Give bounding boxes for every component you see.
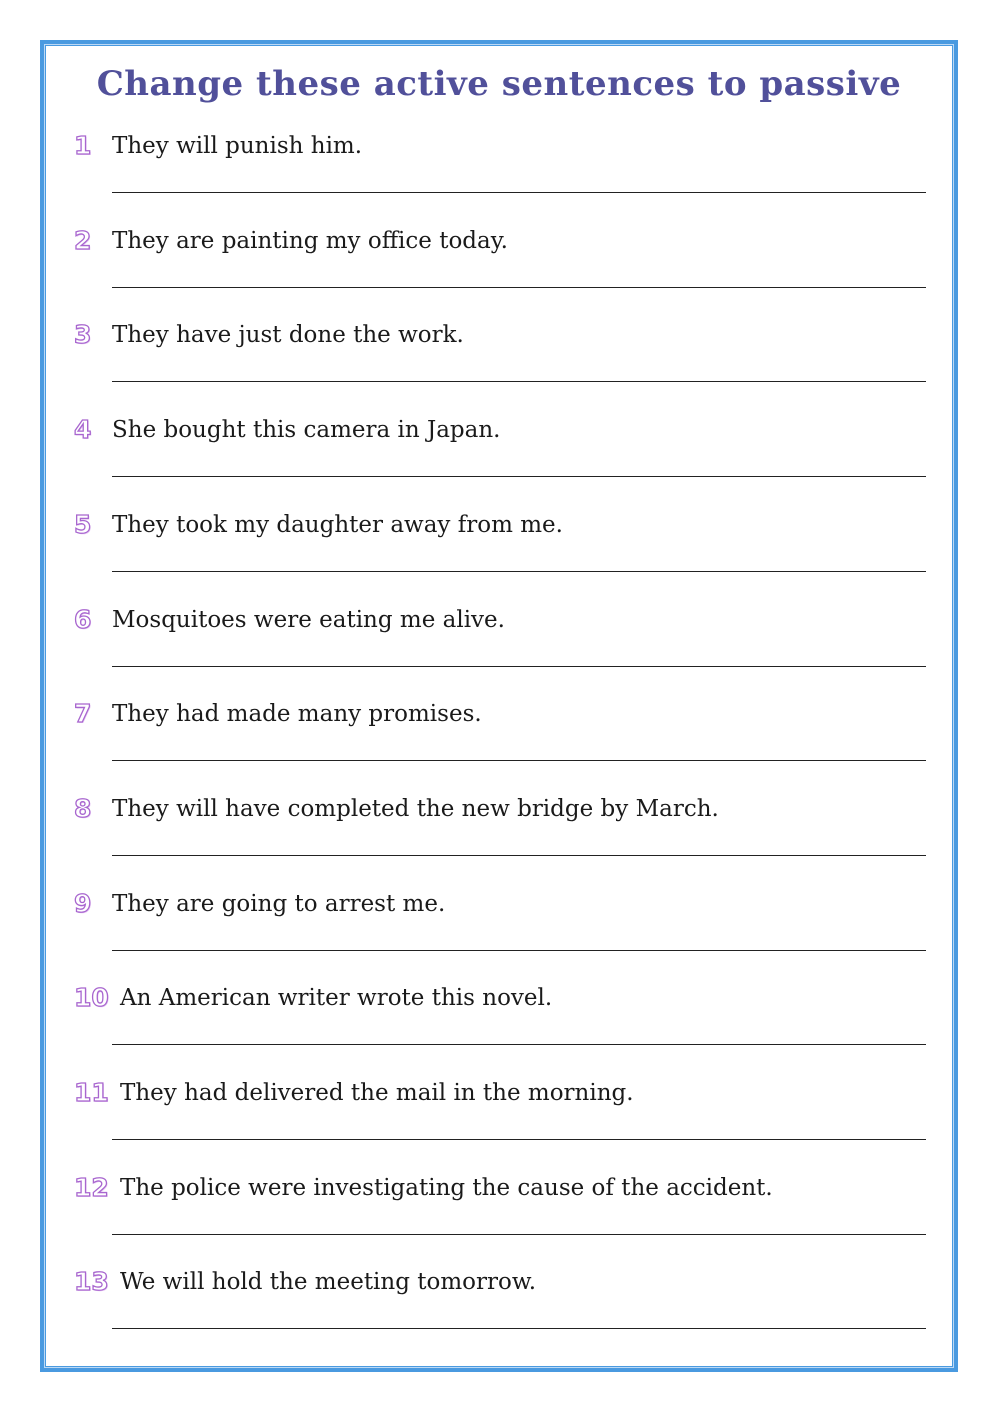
exercise-item (74, 1172, 926, 1266)
exercise-item (74, 1077, 926, 1171)
exercise-item (74, 130, 926, 224)
active-sentence: An American writer wrote this novel. (120, 985, 553, 1012)
exercise-list (46, 46, 952, 1366)
item-number: 13 (74, 1267, 109, 1297)
active-sentence: They are going to arrest me. (112, 890, 446, 917)
active-sentence: They will punish him. (112, 133, 363, 159)
exercise-item (74, 414, 926, 508)
exercise-item (74, 698, 926, 792)
item-number: 11 (74, 1078, 109, 1107)
answer-line[interactable] (112, 381, 926, 382)
answer-line[interactable] (112, 760, 926, 761)
page-title: Change these active sentences to passive (96, 64, 902, 104)
answer-line[interactable] (112, 1234, 926, 1235)
item-number: 12 (74, 1172, 109, 1202)
item-number: 9 (74, 888, 92, 918)
item-number: 3 (74, 320, 92, 350)
answer-line[interactable] (112, 476, 926, 477)
exercise-item (74, 1266, 926, 1360)
answer-line[interactable] (112, 950, 926, 951)
active-sentence: They will have completed the new bridge by March. (112, 795, 719, 822)
exercise-item (74, 225, 926, 319)
answer-line[interactable] (112, 666, 926, 667)
item-number: 1 (74, 131, 92, 160)
exercise-item (74, 793, 926, 887)
exercise-item (74, 888, 926, 982)
item-number: 7 (74, 699, 92, 729)
answer-line[interactable] (112, 571, 926, 572)
active-sentence: We will hold the meeting tomorrow. (120, 1269, 537, 1296)
active-sentence: The police were investigating the cause of the accident. (120, 1174, 773, 1201)
item-number: 6 (74, 604, 92, 634)
exercise-item (74, 509, 926, 603)
answer-line[interactable] (112, 1044, 926, 1045)
item-number: 2 (74, 225, 92, 255)
active-sentence: Mosquitoes were eating me alive. (112, 606, 505, 633)
active-sentence: They had made many promises. (112, 701, 482, 728)
active-sentence: They have just done the work. (112, 322, 464, 349)
item-number: 10 (74, 983, 109, 1013)
answer-line[interactable] (112, 287, 926, 288)
item-number: 8 (74, 793, 92, 823)
exercise-item (74, 604, 926, 698)
answer-line[interactable] (112, 1139, 926, 1140)
item-number: 4 (74, 415, 92, 445)
active-sentence: They had delivered the mail in the morning. (120, 1080, 634, 1106)
worksheet-frame (40, 40, 958, 1372)
exercise-item (74, 319, 926, 413)
answer-line[interactable] (112, 1328, 926, 1329)
active-sentence: They took my daughter away from me. (112, 511, 563, 538)
active-sentence: She bought this camera in Japan. (112, 417, 501, 444)
item-number: 5 (74, 509, 92, 539)
exercise-item (74, 982, 926, 1076)
active-sentence: They are painting my office today. (112, 227, 508, 254)
answer-line[interactable] (112, 192, 926, 193)
answer-line[interactable] (112, 855, 926, 856)
